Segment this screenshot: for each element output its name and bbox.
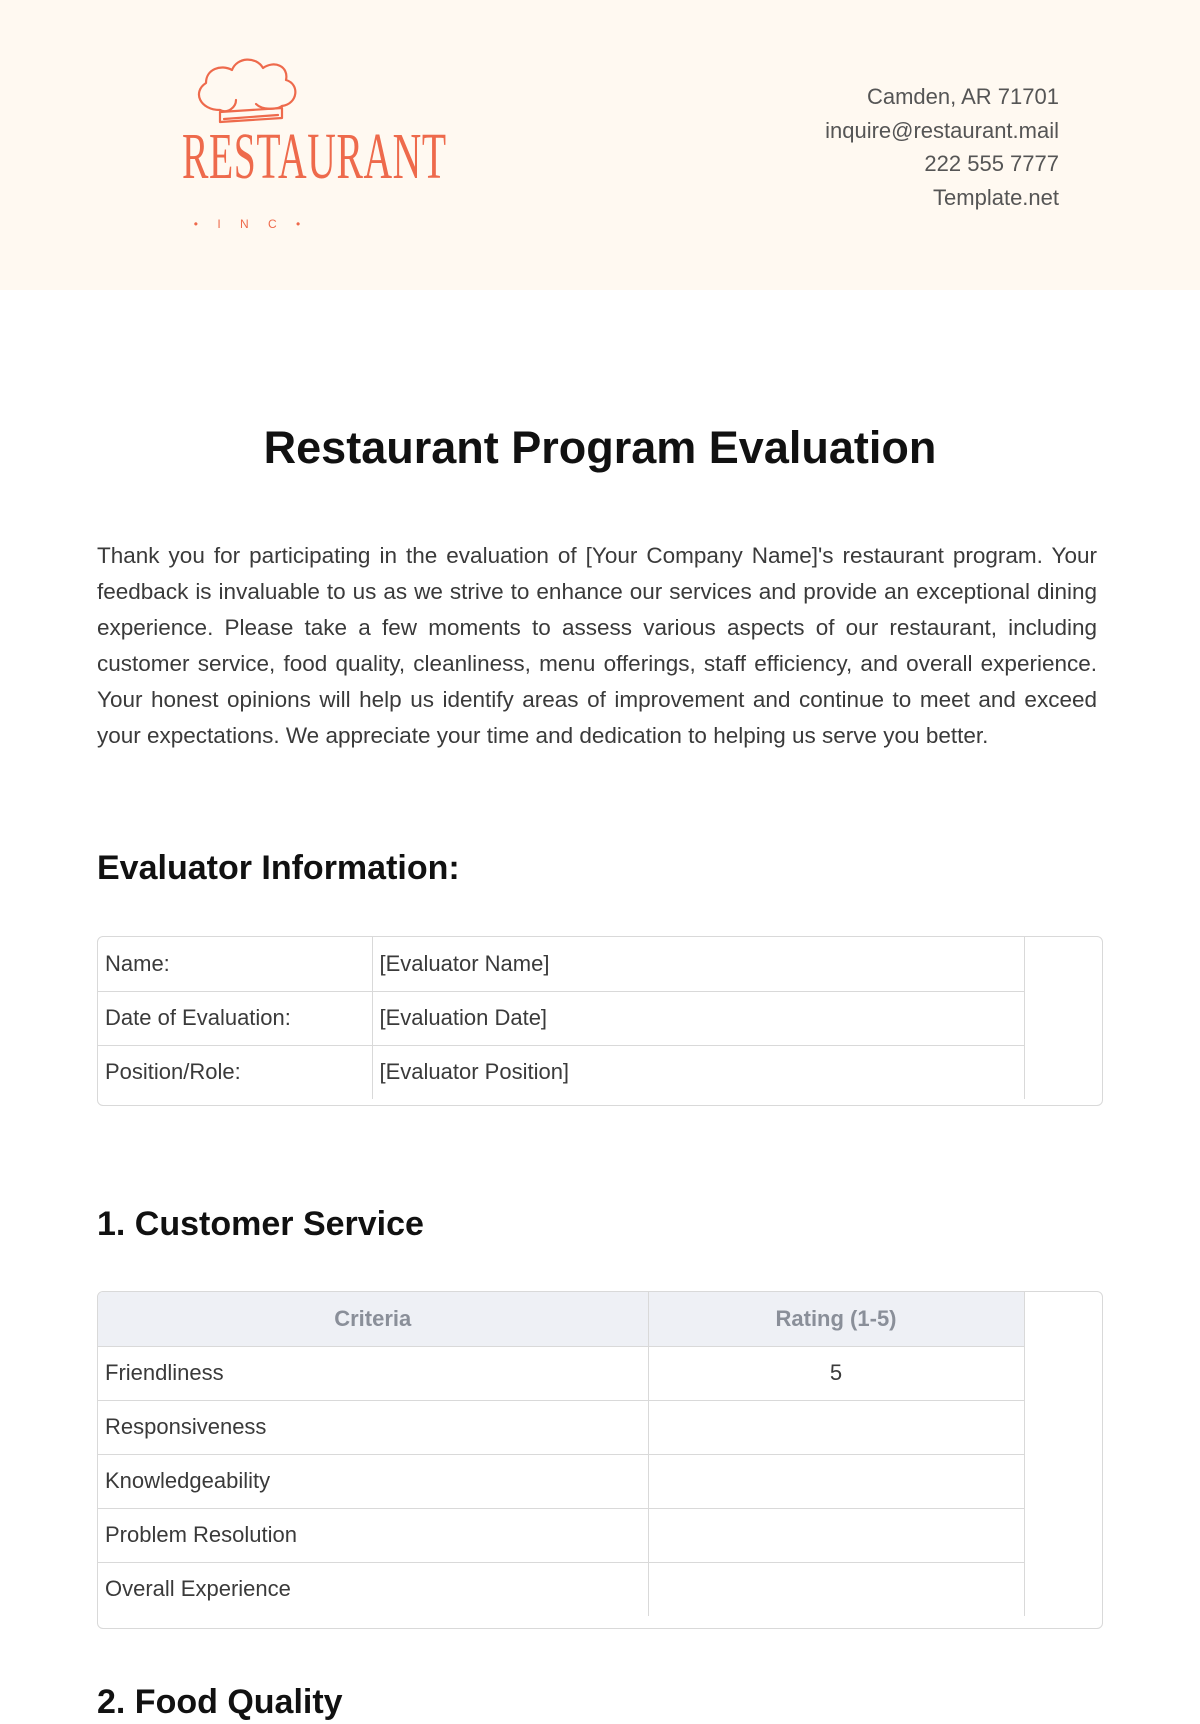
evaluator-position-field[interactable]: [Evaluator Position] <box>372 1045 1024 1099</box>
column-header-criteria: Criteria <box>98 1292 648 1346</box>
criteria-cell: Responsiveness <box>98 1400 648 1454</box>
evaluation-date-field[interactable]: [Evaluation Date] <box>372 991 1024 1045</box>
rating-cell[interactable] <box>648 1508 1024 1562</box>
table-row <box>98 1508 1024 1562</box>
evaluator-name-field[interactable]: [Evaluator Name] <box>372 937 1024 991</box>
intro-paragraph: Thank you for participating in the evaluation of [Your Company Name]'s restaurant program. Your feedback is invaluable to us as we strive to enhance our services and provide an exceptional dining experience. Please take a few moments to assess various aspects of our restaurant, including customer service, food quality, cleanliness, menu offerings, staff efficiency, and overall experience. Your honest opinions will help us identify areas of improvement and continue to meet and exceed your expectations. We appreciate your time and dedication to helping us serve you better. <box>97 543 1097 748</box>
brand-subtitle: • I N C • <box>193 217 309 231</box>
evaluator-heading: Evaluator Information: <box>97 849 460 887</box>
criteria-cell: Friendliness <box>98 1346 648 1400</box>
evaluator-label-name: Name: <box>98 937 372 991</box>
column-header-rating: Rating (1-5) <box>648 1292 1024 1346</box>
rating-cell[interactable] <box>648 1454 1024 1508</box>
evaluator-table <box>97 936 1103 1106</box>
table-row <box>98 1346 1024 1400</box>
customer-service-table-box <box>97 1291 1103 1629</box>
evaluator-label-position: Position/Role: <box>98 1045 372 1099</box>
criteria-cell: Problem Resolution <box>98 1508 648 1562</box>
evaluator-info-table <box>98 937 1025 1099</box>
rating-cell[interactable] <box>648 1400 1024 1454</box>
table-header-row <box>98 1292 1024 1346</box>
restaurant-logo <box>136 52 447 242</box>
table-row <box>98 1454 1024 1508</box>
table-row <box>98 937 1024 991</box>
contact-block <box>825 80 1059 214</box>
rating-cell[interactable] <box>648 1562 1024 1616</box>
contact-phone[interactable]: 222 555 7777 <box>924 151 1059 176</box>
brand-name: RESTAURANT <box>182 120 447 193</box>
table-row <box>98 1045 1024 1099</box>
evaluator-label-date: Date of Evaluation: <box>98 991 372 1045</box>
criteria-cell: Knowledgeability <box>98 1454 648 1508</box>
table-row <box>98 1562 1024 1616</box>
customer-service-heading: 1. Customer Service <box>97 1205 424 1243</box>
page-title: Restaurant Program Evaluation <box>263 422 937 473</box>
contact-email[interactable]: inquire@restaurant.mail <box>825 117 1059 143</box>
food-quality-heading: 2. Food Quality <box>97 1683 343 1721</box>
criteria-cell: Overall Experience <box>98 1562 648 1616</box>
table-row <box>98 991 1024 1045</box>
contact-website[interactable]: Template.net <box>933 184 1059 210</box>
contact-address: Camden, AR 71701 <box>866 84 1059 109</box>
customer-service-table <box>98 1292 1025 1616</box>
table-row <box>98 1400 1024 1454</box>
rating-cell[interactable]: 5 <box>648 1346 1024 1400</box>
